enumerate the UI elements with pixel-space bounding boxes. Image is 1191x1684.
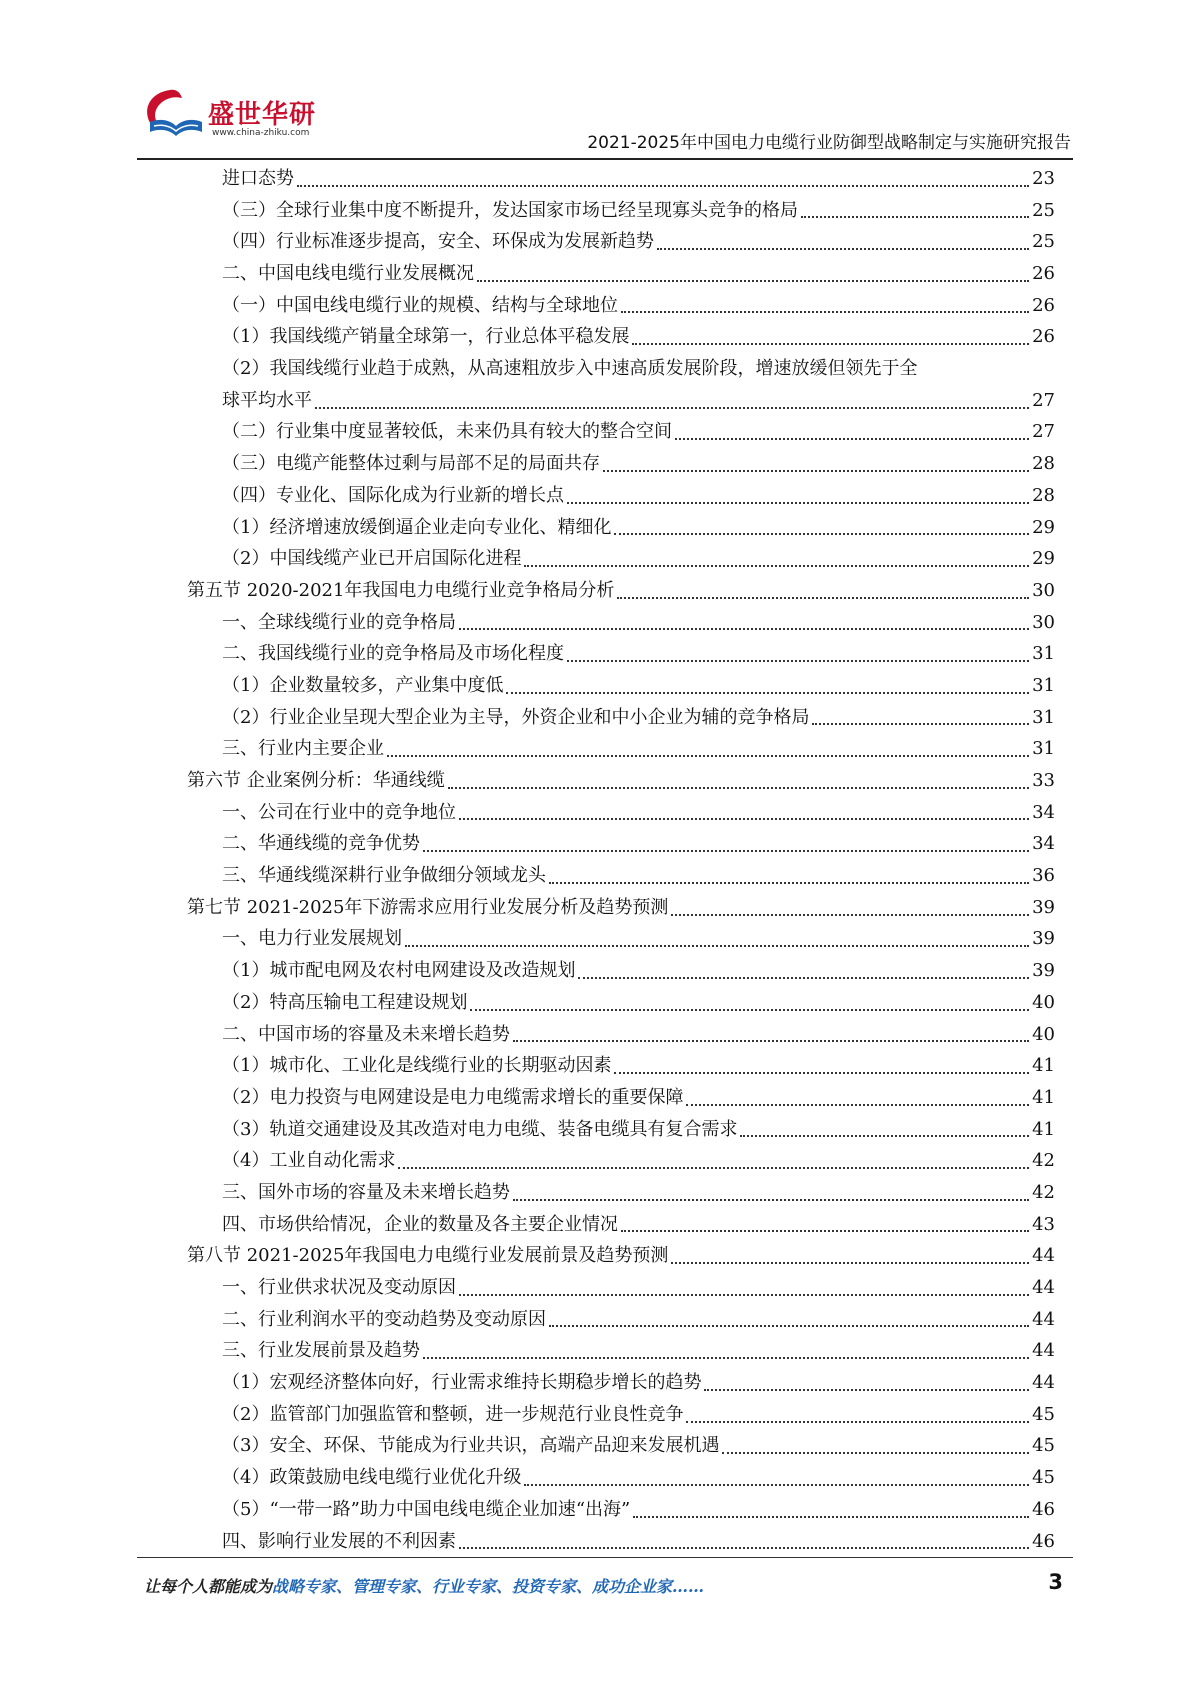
toc-leader-dots: [459, 1547, 1029, 1549]
toc-leader-dots: [459, 628, 1029, 630]
toc-entry[interactable]: [187, 670, 1055, 702]
toc-entry-title: （2）我国线缆行业趋于成熟，从高速粗放步入中速高质发展阶段，增速放缓但领先于全: [222, 358, 918, 380]
toc-entry[interactable]: [187, 955, 1055, 987]
toc-leader-dots: [387, 755, 1029, 757]
toc-entry-title: 二、我国线缆行业的竞争格局及市场化程度: [222, 643, 564, 665]
toc-entry[interactable]: [187, 1209, 1055, 1241]
toc-entry[interactable]: [187, 290, 1055, 322]
page-number: 3: [1048, 1570, 1063, 1594]
toc-entry-title: （2）电力投资与电网建设是电力电缆需求增长的重要保障: [222, 1086, 684, 1108]
toc-leader-dots: [686, 1104, 1029, 1106]
toc-entry-page: 36: [1032, 865, 1055, 887]
toc-leader-dots: [513, 1040, 1029, 1042]
toc-entry-title: （4）工业自动化需求: [222, 1150, 396, 1172]
toc-leader-dots: [423, 850, 1029, 852]
toc-leader-dots: [801, 216, 1029, 218]
toc-entry[interactable]: [187, 226, 1055, 258]
toc-entry-title: 三、行业发展前景及趋势: [222, 1340, 420, 1362]
toc-leader-dots: [405, 945, 1029, 947]
toc-entry-page: 40: [1032, 1023, 1055, 1045]
toc-entry[interactable]: [187, 1272, 1055, 1304]
toc-leader-dots: [398, 1167, 1029, 1169]
toc-leader-dots: [657, 248, 1029, 250]
toc-entry-page: 31: [1032, 706, 1055, 728]
toc-leader-dots: [567, 660, 1029, 662]
toc-leader-dots: [686, 1421, 1029, 1423]
toc-entry-page: 39: [1032, 896, 1055, 918]
toc-leader-dots: [513, 1199, 1029, 1201]
toc-entry-title: 第六节 企业案例分析：华通线缆: [187, 770, 445, 792]
slogan-highlight: 战略专家、管理专家、行业专家、投资专家、成功企业家……: [272, 1577, 705, 1596]
toc-entry-title: 进口态势: [222, 167, 294, 189]
toc-entry-title: 第八节 2021-2025年我国电力电缆行业发展前景及趋势预测: [187, 1245, 669, 1267]
toc-entry[interactable]: [187, 924, 1055, 956]
footer-divider: [137, 1557, 1073, 1558]
toc-entry[interactable]: [187, 543, 1055, 575]
toc-entry[interactable]: [187, 1462, 1055, 1494]
toc-entry-title: （3）轨道交通建设及其改造对电力电缆、装备电缆具有复合需求: [222, 1118, 738, 1140]
toc-entry-page: 45: [1032, 1467, 1055, 1489]
toc-entry-page: 41: [1032, 1055, 1055, 1077]
toc-entry-title: （2）监管部门加强监管和整顿，进一步规范行业良性竞争: [222, 1403, 684, 1425]
toc-entry-page: 44: [1032, 1277, 1055, 1299]
toc-entry-title: 一、公司在行业中的竞争地位: [222, 801, 456, 823]
toc-entry-page: 33: [1032, 770, 1055, 792]
toc-entry-title: 第七节 2021-2025年下游需求应用行业发展分析及趋势预测: [187, 896, 669, 918]
toc-entry-title: 四、市场供给情况，企业的数量及各主要企业情况: [222, 1213, 618, 1235]
slogan-prefix: 让每个人都能成为: [144, 1577, 273, 1596]
toc-entry-title: （四）专业化、国际化成为行业新的增长点: [222, 484, 564, 506]
toc-entry-title: （2）特高压输电工程建设规划: [222, 991, 468, 1013]
toc-entry[interactable]: [187, 1367, 1055, 1399]
toc-entry-title: 二、中国市场的容量及未来增长趋势: [222, 1023, 510, 1045]
toc-leader-dots: [297, 185, 1029, 187]
toc-entry[interactable]: [187, 638, 1055, 670]
toc-entry-title: （2）行业企业呈现大型企业为主导，外资企业和中小企业为辅的竞争格局: [222, 706, 810, 728]
toc-entry-page: 31: [1032, 674, 1055, 696]
toc-entry-page: 34: [1032, 833, 1055, 855]
toc-entry[interactable]: [187, 607, 1055, 639]
toc-entry-page: 46: [1032, 1498, 1055, 1520]
toc-entry-title: 二、行业利润水平的变动趋势及变动原因: [222, 1308, 546, 1330]
toc-leader-dots: [477, 280, 1029, 282]
toc-leader-dots: [524, 1484, 1029, 1486]
toc-leader-dots: [578, 977, 1029, 979]
toc-entry[interactable]: [187, 733, 1055, 765]
toc-entry-page: 43: [1032, 1213, 1055, 1235]
toc-entry[interactable]: [187, 987, 1055, 1019]
toc-entry-title: （三）全球行业集中度不断提升，发达国家市场已经呈现寡头竞争的格局: [222, 199, 798, 221]
toc-entry-page: 26: [1032, 263, 1055, 285]
toc-leader-dots: [704, 1389, 1029, 1391]
toc-entry-page: 31: [1032, 738, 1055, 760]
toc-entry-page: 28: [1032, 453, 1055, 475]
toc-entry[interactable]: [187, 702, 1055, 734]
toc-entry[interactable]: [187, 765, 1055, 797]
toc-entry[interactable]: [187, 1019, 1055, 1051]
logo-wordmark: 盛世华研: [208, 100, 317, 130]
toc-entry-page: 44: [1032, 1245, 1055, 1267]
toc-leader-dots: [671, 1262, 1029, 1264]
logo-url: www.china-zhiku.com: [212, 128, 310, 138]
toc-leader-dots: [423, 1357, 1029, 1359]
toc-entry-title: （1）城市化、工业化是线缆行业的长期驱动因素: [222, 1055, 612, 1077]
toc-entry[interactable]: [187, 448, 1055, 480]
toc-entry-page: 40: [1032, 991, 1055, 1013]
toc-entry-page: 27: [1032, 421, 1055, 443]
toc-entry-page: 31: [1032, 643, 1055, 665]
toc-entry-page: 39: [1032, 960, 1055, 982]
toc-entry-page: 29: [1032, 516, 1055, 538]
toc-entry-page: 30: [1032, 611, 1055, 633]
toc-leader-dots: [524, 565, 1029, 567]
toc-entry-page: 39: [1032, 928, 1055, 950]
toc-entry-title: （三）电缆产能整体过剩与局部不足的局面共存: [222, 453, 600, 475]
toc-entry-page: 44: [1032, 1308, 1055, 1330]
toc-entry-page: 23: [1032, 167, 1055, 189]
toc-entry-title: 三、国外市场的容量及未来增长趋势: [222, 1181, 510, 1203]
toc-entry-title: 二、华通线缆的竞争优势: [222, 833, 420, 855]
toc-entry-title: 球平均水平: [222, 389, 312, 411]
toc-entry-title: （1）我国线缆产销量全球第一，行业总体平稳发展: [222, 326, 630, 348]
toc-entry-title: 三、华通线缆深耕行业争做细分领域龙头: [222, 865, 546, 887]
toc-entry-title: （四）行业标准逐步提高，安全、环保成为发展新趋势: [222, 231, 654, 253]
toc-entry[interactable]: [187, 258, 1055, 290]
toc-entry-page: 44: [1032, 1372, 1055, 1394]
toc-entry-page: 28: [1032, 484, 1055, 506]
toc-leader-dots: [459, 818, 1029, 820]
toc-entry[interactable]: [187, 828, 1055, 860]
toc-entry-page: 26: [1032, 294, 1055, 316]
toc-entry[interactable]: [187, 1335, 1055, 1367]
toc-entry[interactable]: [187, 480, 1055, 512]
toc-entry[interactable]: [187, 512, 1055, 544]
toc-entry[interactable]: [187, 1526, 1055, 1558]
toc-entry[interactable]: [187, 417, 1055, 449]
toc-entry-title: 一、电力行业发展规划: [222, 928, 402, 950]
toc-entry-page: 25: [1032, 231, 1055, 253]
toc-entry[interactable]: [187, 860, 1055, 892]
toc-entry[interactable]: [187, 1082, 1055, 1114]
book-swoosh-icon: [140, 84, 210, 146]
toc-entry[interactable]: [187, 163, 1055, 195]
toc-entry[interactable]: [187, 385, 1055, 417]
toc-entry-page: 46: [1032, 1530, 1055, 1552]
toc-entry-title: （3）安全、环保、节能成为行业共识，高端产品迎来发展机遇: [222, 1435, 720, 1457]
toc-leader-dots: [448, 787, 1029, 789]
toc-entry[interactable]: [187, 1240, 1055, 1272]
toc-entry-title: 二、中国电线电缆行业发展概况: [222, 263, 474, 285]
toc-entry[interactable]: [187, 353, 1055, 385]
toc-entry[interactable]: [187, 1494, 1055, 1526]
toc-leader-dots: [614, 1072, 1029, 1074]
toc-entry[interactable]: [187, 1177, 1055, 1209]
toc-entry-page: 45: [1032, 1403, 1055, 1425]
toc-entry-page: 29: [1032, 548, 1055, 570]
toc-entry-title: 一、全球线缆行业的竞争格局: [222, 611, 456, 633]
toc-entry[interactable]: [187, 321, 1055, 353]
toc-leader-dots: [722, 1452, 1029, 1454]
toc-entry[interactable]: [187, 892, 1055, 924]
toc-entry[interactable]: [187, 575, 1055, 607]
toc-leader-dots: [617, 597, 1029, 599]
toc-leader-dots: [470, 1009, 1029, 1011]
toc-entry[interactable]: [187, 797, 1055, 829]
toc-entry[interactable]: [187, 1304, 1055, 1336]
toc-entry-title: （5）“一带一路”助力中国电线电缆企业加速“出海”: [222, 1498, 631, 1520]
toc-leader-dots: [567, 502, 1029, 504]
toc-leader-dots: [621, 1230, 1029, 1232]
toc-entry-page: 41: [1032, 1086, 1055, 1108]
toc-leader-dots: [603, 470, 1029, 472]
toc-entry-page: 27: [1032, 389, 1055, 411]
toc-entry-page: 42: [1032, 1181, 1055, 1203]
brand-logo: [140, 84, 330, 146]
toc-entry[interactable]: [187, 1050, 1055, 1082]
toc-entry-page: 25: [1032, 199, 1055, 221]
toc-leader-dots: [633, 1516, 1029, 1518]
toc-entry-page: 44: [1032, 1340, 1055, 1362]
toc-entry-page: 26: [1032, 326, 1055, 348]
toc-leader-dots: [549, 882, 1029, 884]
toc-entry[interactable]: [187, 195, 1055, 227]
toc-entry-title: （1）企业数量较多，产业集中度低: [222, 674, 504, 696]
toc-entry[interactable]: [187, 1114, 1055, 1146]
table-of-contents: [187, 163, 1055, 1557]
toc-entry-title: （1）宏观经济整体向好，行业需求维持长期稳步增长的趋势: [222, 1372, 702, 1394]
toc-entry-title: （2）中国线缆产业已开启国际化进程: [222, 548, 522, 570]
toc-leader-dots: [614, 533, 1029, 535]
toc-leader-dots: [549, 1325, 1029, 1327]
toc-leader-dots: [315, 407, 1029, 409]
toc-entry-page: 34: [1032, 801, 1055, 823]
toc-entry[interactable]: [187, 1145, 1055, 1177]
toc-leader-dots: [675, 438, 1029, 440]
toc-leader-dots: [621, 311, 1029, 313]
toc-leader-dots: [632, 343, 1029, 345]
toc-entry-page: 45: [1032, 1435, 1055, 1457]
toc-entry-title: （一）中国电线电缆行业的规模、结构与全球地位: [222, 294, 618, 316]
toc-entry[interactable]: [187, 1399, 1055, 1431]
header-divider: [137, 158, 1073, 160]
toc-entry-title: 第五节 2020-2021年我国电力电缆行业竞争格局分析: [187, 579, 615, 601]
toc-entry-title: 三、行业内主要企业: [222, 738, 384, 760]
report-title: 2021-2025年中国电力电缆行业防御型战略制定与实施研究报告: [587, 133, 1071, 153]
toc-entry-page: 41: [1032, 1118, 1055, 1140]
toc-entry-title: （1）经济增速放缓倒逼企业走向专业化、精细化: [222, 516, 612, 538]
toc-entry-title: 四、影响行业发展的不利因素: [222, 1530, 456, 1552]
toc-leader-dots: [812, 723, 1029, 725]
footer-slogan: [144, 1574, 704, 1597]
toc-entry-page: 42: [1032, 1150, 1055, 1172]
toc-entry-title: （1）城市配电网及农村电网建设及改造规划: [222, 960, 576, 982]
toc-entry-title: （4）政策鼓励电线电缆行业优化升级: [222, 1467, 522, 1489]
toc-entry-title: 一、行业供求状况及变动原因: [222, 1277, 456, 1299]
toc-leader-dots: [506, 692, 1029, 694]
toc-entry[interactable]: [187, 1431, 1055, 1463]
toc-leader-dots: [671, 914, 1029, 916]
toc-leader-dots: [740, 1135, 1029, 1137]
toc-entry-title: （二）行业集中度显著较低，未来仍具有较大的整合空间: [222, 421, 672, 443]
toc-leader-dots: [459, 1294, 1029, 1296]
toc-entry-page: 30: [1032, 579, 1055, 601]
